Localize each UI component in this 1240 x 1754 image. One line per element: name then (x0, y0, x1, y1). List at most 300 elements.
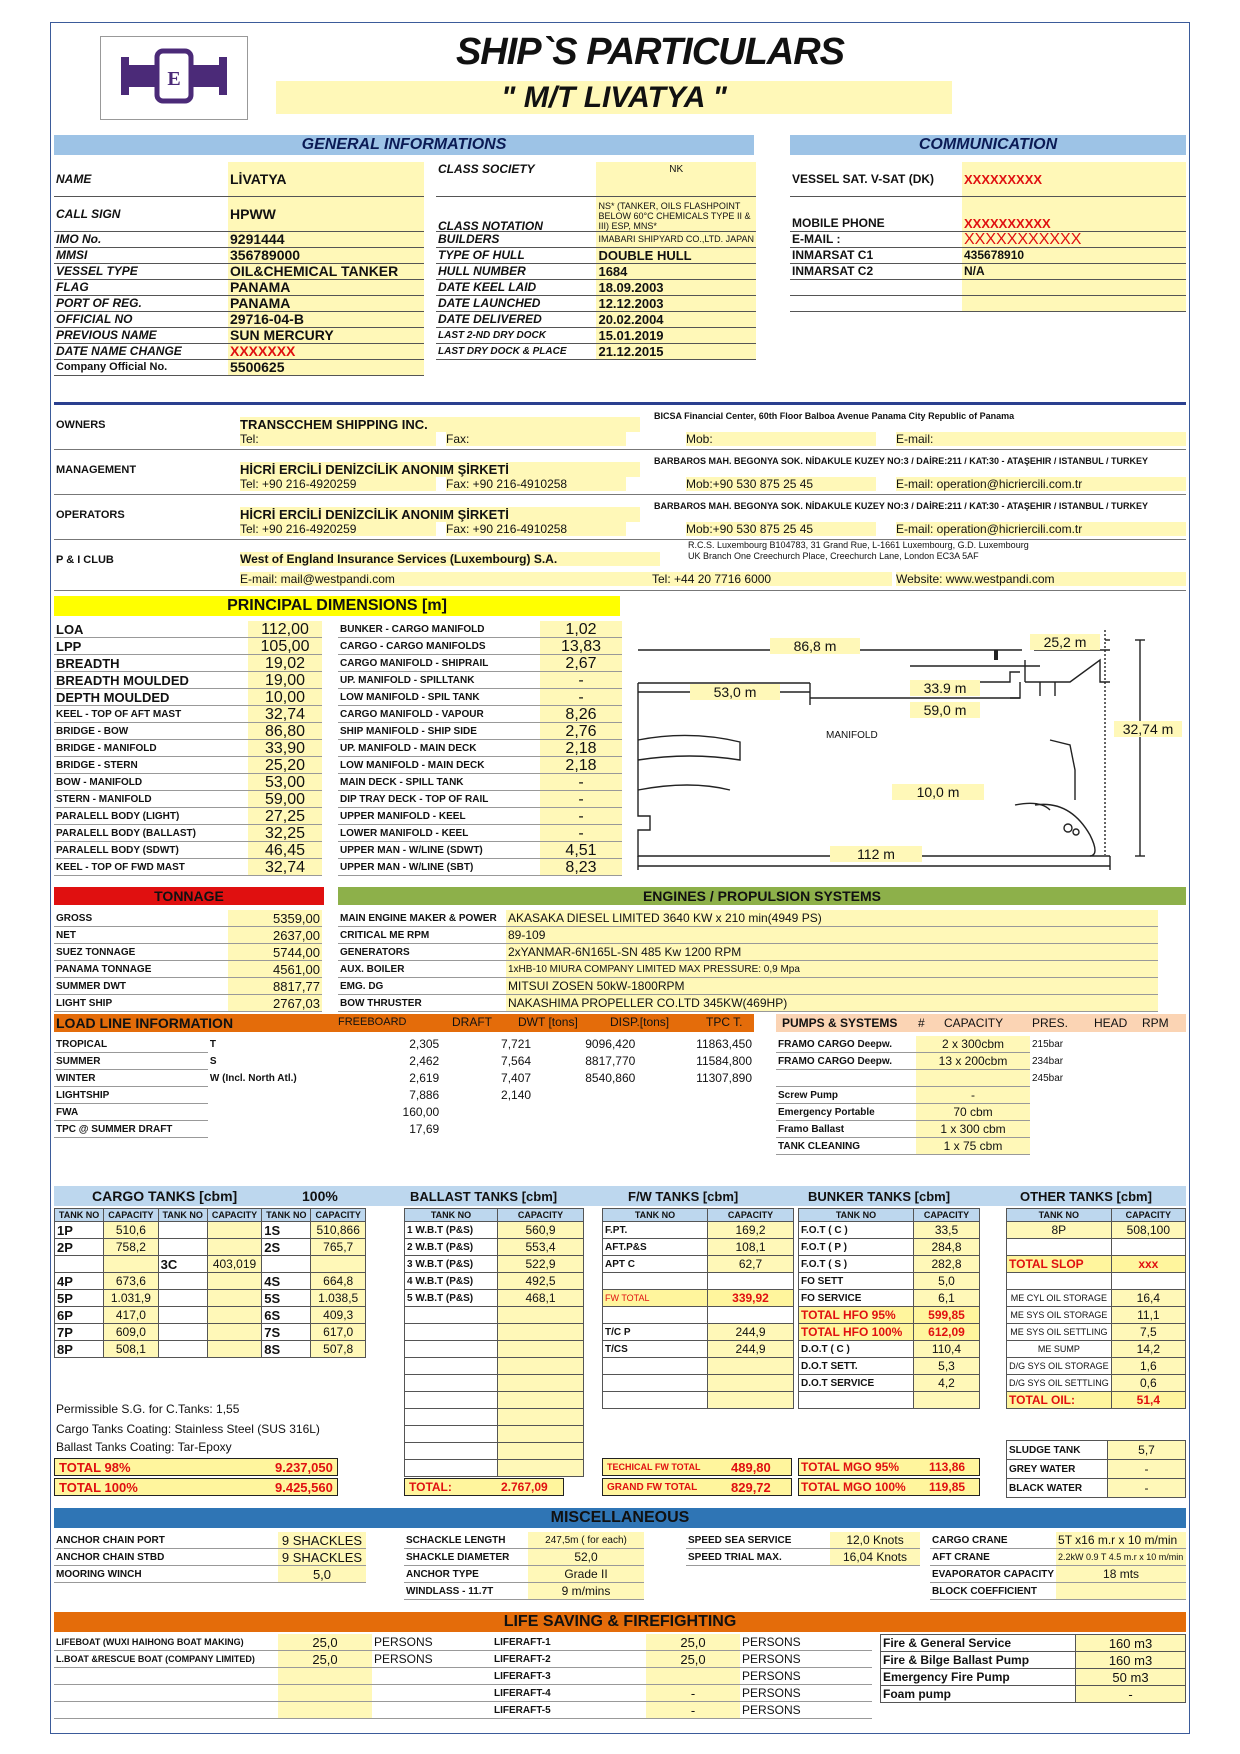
loadline-disp (637, 1104, 754, 1121)
tonnage-row (54, 927, 322, 944)
tank-no (158, 1341, 207, 1358)
misc-value: 18 mts (1056, 1566, 1186, 1583)
misc-row (54, 1532, 366, 1549)
boat-capacity: 25,0 (278, 1651, 372, 1668)
page-title: SHIP`S PARTICULARS (455, 31, 845, 73)
dimension-row (54, 740, 322, 757)
dimension-label: UP. MANIFOLD - SPILLTANK (338, 672, 540, 689)
dimension-label: BRIDGE - BOW (54, 723, 248, 740)
dimension-row (338, 621, 622, 638)
cargo-tank-row (55, 1307, 366, 1324)
pump-capacity: 70 cbm (916, 1104, 1030, 1121)
tank-no: ME CYL OIL STORAGE (1007, 1290, 1112, 1307)
tank-no: 6P (55, 1307, 104, 1324)
field-label: OFFICIAL NO (54, 312, 228, 328)
bunker-tank-row (799, 1273, 980, 1290)
cargo-tank-row (55, 1273, 366, 1290)
engine-value: 2xYANMAR-6N165L-SN 485 Kw 1200 RPM (506, 944, 1158, 961)
ballast-empty-row (405, 1426, 584, 1443)
tank-no: 4S (262, 1273, 311, 1290)
empty-cell (962, 280, 1186, 296)
engines-table (338, 910, 1158, 1012)
pandi-name: West of England Insurance Services (Luxembourg) S.A. (240, 552, 660, 566)
empty-cell (790, 296, 962, 312)
misc-label: MOORING WINCH (54, 1566, 278, 1583)
dimension-row (54, 689, 322, 706)
loadline-freeboard: 160,00 (402, 1104, 440, 1119)
loadline-mark (208, 1087, 349, 1104)
ballast-empty-row (405, 1307, 584, 1324)
dim-label-bow-manifold: 53,0 m (690, 684, 780, 700)
other-misc-row (1007, 1479, 1186, 1498)
field-value: OIL&CHEMICAL TANKER (228, 264, 424, 280)
empty-cell (708, 1307, 794, 1324)
loadline-col-draft: DRAFT (452, 1015, 492, 1029)
tank-capacity: 673,6 (104, 1273, 159, 1290)
class-row (436, 280, 756, 296)
pump-capacity: 160 m3 (1076, 1652, 1186, 1669)
misc-row (54, 1566, 366, 1583)
hfo-100-label: TOTAL HFO 100% (799, 1324, 914, 1341)
misc-value (1056, 1583, 1186, 1600)
party-tel: Tel: (240, 432, 436, 446)
misc-value: 247,5m ( for each) (528, 1532, 644, 1549)
column-header: TANK NO (55, 1209, 104, 1222)
loadline-condition: TPC @ SUMMER DRAFT (54, 1121, 208, 1138)
empty-cell (1111, 1239, 1185, 1256)
loadline-condition: WINTER (54, 1070, 208, 1087)
dimension-value: 59,00 (248, 791, 322, 808)
party-block (54, 405, 1186, 450)
field-value: 356789000 (228, 248, 424, 264)
raft-capacity: 25,0 (646, 1634, 740, 1651)
general-row (54, 197, 424, 232)
dimensions-right-table (338, 621, 622, 876)
cargo-note-sg: Permissible S.G. for C.Tanks: 1,55 (56, 1402, 240, 1416)
dimension-value: 53,00 (248, 774, 322, 791)
pump-capacity: 13 x 200cbm (916, 1053, 1030, 1070)
raft-capacity (646, 1668, 740, 1685)
misc-value: 52,0 (528, 1549, 644, 1566)
bunker-tank-row (799, 1375, 980, 1392)
tonnage-label: PANAMA TONNAGE (54, 961, 228, 978)
lifeboat-empty-row (54, 1685, 494, 1702)
fw-empty-row (603, 1392, 794, 1409)
empty-cell (405, 1375, 498, 1392)
empty-cell (603, 1307, 708, 1324)
empty-cell (278, 1668, 372, 1685)
pump-name: Fire & General Service (881, 1635, 1076, 1652)
ballast-empty-row (405, 1460, 584, 1477)
tank-no: 8P (55, 1341, 104, 1358)
fw-technical-total (602, 1458, 792, 1476)
ballast-tank-row (405, 1222, 584, 1239)
mgo-total-100-label: TOTAL MGO 100% (801, 1480, 906, 1494)
field-label: BUILDERS (436, 232, 596, 248)
pumps-col-rpm: RPM (1142, 1016, 1169, 1030)
loadline-row (54, 1053, 754, 1070)
engine-label: CRITICAL ME RPM (338, 927, 506, 944)
dimension-label: STERN - MANIFOLD (54, 791, 248, 808)
tank-capacity: 33,5 (914, 1222, 980, 1239)
dimension-label: PARALELL BODY (LIGHT) (54, 808, 248, 825)
field-value: 21.12.2015 (596, 344, 756, 360)
bunker-tank-row (799, 1341, 980, 1358)
empty-cell (603, 1375, 708, 1392)
party-name: TRANSCCHEM SHIPPING INC. (240, 417, 640, 432)
tank-capacity: 417,0 (104, 1307, 159, 1324)
oil-tank-row (1007, 1307, 1186, 1324)
class-row (436, 328, 756, 344)
empty-cell (54, 1685, 278, 1702)
pump-name: Fire & Bilge Ballast Pump (881, 1652, 1076, 1669)
loadline-disp (637, 1087, 754, 1104)
dimension-value: 4,51 (540, 842, 622, 859)
vessel-name-banner: " M/T LIVATYA " (276, 81, 952, 114)
bunker-tank-row (799, 1290, 980, 1307)
field-value: 29716-04-B (228, 312, 424, 328)
communication-header: COMMUNICATION (790, 135, 1186, 155)
boat-capacity: 25,0 (278, 1634, 372, 1651)
dimension-row (54, 723, 322, 740)
loadline-dwt (533, 1087, 637, 1104)
party-email: E-mail: operation@hicriercili.com.tr (896, 522, 1186, 536)
field-label: IMO No. (54, 232, 228, 248)
pump-pressure (1030, 1138, 1186, 1155)
loadline-freeboard: 17,69 (409, 1121, 440, 1136)
cargo-total-100 (54, 1478, 338, 1496)
misc-value: 5T x16 m.r x 10 m/min (1056, 1532, 1186, 1549)
bunker-tank-row (799, 1222, 980, 1239)
ballast-empty-row (405, 1324, 584, 1341)
dimension-label: BUNKER - CARGO MANIFOLD (338, 621, 540, 638)
misc-row (686, 1532, 920, 1549)
engine-label: BOW THRUSTER (338, 995, 506, 1012)
dim-label-bridge-stern: 25,2 m (1030, 634, 1100, 650)
svg-text:E: E (167, 68, 181, 90)
pump-row (776, 1121, 1186, 1138)
misc-row (404, 1566, 644, 1583)
pump-row (776, 1138, 1186, 1155)
misc-col-2 (404, 1532, 644, 1600)
engine-value: NAKASHIMA PROPELLER CO.LTD 345KW(469HP) (506, 995, 1158, 1012)
misc-value: 9 SHACKLES (278, 1549, 366, 1566)
tank-capacity (207, 1307, 262, 1324)
tank-no (158, 1222, 207, 1239)
tonnage-label: LIGHT SHIP (54, 995, 228, 1012)
tank-capacity: 403,019 (207, 1256, 262, 1273)
pump-pressure: 245bar (1032, 1072, 1064, 1084)
empty-cell (1007, 1239, 1112, 1256)
tank-no: 4 W.B.T (P&S) (405, 1273, 498, 1290)
hfo-95-label: TOTAL HFO 95% (799, 1307, 914, 1324)
loadline-mark (208, 1121, 349, 1138)
fw-empty-row (603, 1375, 794, 1392)
field-value: PANAMA (228, 280, 424, 296)
oil-tank-row (1007, 1358, 1186, 1375)
dimension-value: 32,25 (248, 825, 322, 842)
dimension-label: BREADTH (54, 655, 248, 672)
dimension-value: 86,80 (248, 723, 322, 740)
dimension-label: LPP (54, 638, 248, 655)
tank-no: 4P (55, 1273, 104, 1290)
tank-capacity: 5,3 (914, 1358, 980, 1375)
field-label: MOBILE PHONE (790, 197, 962, 232)
dimension-value: 19,00 (248, 672, 322, 689)
loadline-disp: 11307,890 (696, 1070, 752, 1085)
dimension-value: - (540, 791, 622, 808)
pump-name: FRAMO CARGO Deepw. (776, 1053, 916, 1070)
tank-no (262, 1256, 311, 1273)
other-misc-table (1006, 1440, 1186, 1498)
lifesaving-header: LIFE SAVING & FIREFIGHTING (54, 1612, 1186, 1632)
tonnage-row (54, 944, 322, 961)
bunker-header-row (799, 1209, 980, 1222)
other-empty-row (1007, 1239, 1186, 1256)
field-label: Company Official No. (54, 360, 228, 376)
loadline-row (54, 1036, 754, 1053)
cargo-total-100-value: 9.425,560 (275, 1480, 333, 1495)
empty-cell (498, 1443, 584, 1460)
party-tel: Tel: +90 216-4920259 (240, 477, 436, 491)
dimension-row (54, 825, 322, 842)
empty-cell (799, 1392, 914, 1409)
empty-cell (498, 1460, 584, 1477)
loadline-draft (441, 1121, 533, 1138)
fire-pump-row (881, 1652, 1186, 1669)
tonnage-row (54, 978, 322, 995)
tank-no: F.PT. (603, 1222, 708, 1239)
fw-total-value: 339,92 (708, 1290, 794, 1307)
dimension-value: - (540, 774, 622, 791)
field-label: CLASS NOTATION (436, 197, 596, 232)
other-tanks-table (1006, 1208, 1186, 1409)
oil-tank-row (1007, 1341, 1186, 1358)
raft-unit: PERSONS (740, 1668, 872, 1685)
field-label: VESSEL SAT. V-SAT (DK) (790, 162, 962, 197)
dimension-row (54, 655, 322, 672)
pump-capacity: 1 x 300 cbm (916, 1121, 1030, 1138)
other-tanks-header: OTHER TANKS [cbm] (1020, 1189, 1152, 1204)
class-row (436, 248, 756, 264)
cargo-tanks-header: CARGO TANKS [cbm] (92, 1188, 238, 1204)
loadline-col-dwt: DWT [tons] (518, 1015, 578, 1029)
tank-no: F.O.T ( S ) (799, 1256, 914, 1273)
field-value: NK (596, 162, 756, 197)
liferaft-row (492, 1685, 872, 1702)
field-label: PREVIOUS NAME (54, 328, 228, 344)
pump-capacity (916, 1070, 1030, 1087)
misc-col-1 (54, 1532, 366, 1583)
class-row (436, 264, 756, 280)
field-label: E-MAIL : (790, 232, 962, 248)
field-value: XXXXXXX (228, 344, 424, 360)
tank-capacity: 758,2 (104, 1239, 159, 1256)
dimension-value: 32,74 (248, 859, 322, 876)
empty-cell (278, 1685, 372, 1702)
tank-capacity: 507,8 (311, 1341, 366, 1358)
fw-tank-row (603, 1256, 794, 1273)
empty-cell (1007, 1273, 1112, 1290)
dimension-label: UPPER MAN - W/LINE (SDWT) (338, 842, 540, 859)
tank-no: BLACK WATER (1007, 1479, 1108, 1498)
pandi-block (54, 540, 1186, 591)
general-row (54, 162, 424, 197)
tank-capacity (207, 1290, 262, 1307)
general-row (54, 344, 424, 360)
column-header: TANK NO (799, 1209, 914, 1222)
pandi-email: E-mail: mail@westpandi.com (240, 572, 660, 586)
engine-label: EMG. DG (338, 978, 506, 995)
empty-cell (405, 1341, 498, 1358)
ballast-total-label: TOTAL: (409, 1480, 452, 1494)
tank-capacity: 492,5 (498, 1273, 584, 1290)
oil-tank-row (1007, 1324, 1186, 1341)
lifeboat-row (54, 1634, 494, 1651)
raft-name: LIFERAFT-4 (492, 1685, 646, 1702)
dim-label-loa: 112 m (830, 846, 922, 862)
tank-capacity: 11,1 (1111, 1307, 1185, 1324)
fire-pump-row (881, 1635, 1186, 1652)
dimension-row (54, 638, 322, 655)
ballast-empty-row (405, 1375, 584, 1392)
column-header: CAPACITY (311, 1209, 366, 1222)
general-row (54, 312, 424, 328)
fw-grand-total (602, 1478, 792, 1496)
ballast-empty-row (405, 1392, 584, 1409)
field-value: 12.12.2003 (596, 296, 756, 312)
dimension-label: DIP TRAY DECK - TOP OF RAIL (338, 791, 540, 808)
field-value: 1684 (596, 264, 756, 280)
oil-total-row (1007, 1392, 1186, 1409)
empty-cell (498, 1409, 584, 1426)
tonnage-value: 4561,00 (228, 961, 322, 978)
tank-capacity: 617,0 (311, 1324, 366, 1341)
misc-value: Grade II (528, 1566, 644, 1583)
dimension-value: 112,00 (248, 621, 322, 638)
cargo-note-coating: Cargo Tanks Coating: Stainless Steel (SUS 316L) (56, 1422, 320, 1436)
tank-no: 3C (158, 1256, 207, 1273)
loadline-condition: TROPICAL (54, 1036, 208, 1053)
dimension-label: UPPER MAN - W/LINE (SBT) (338, 859, 540, 876)
empty-cell (278, 1702, 372, 1719)
general-info-table (54, 162, 424, 376)
raft-name: LIFERAFT-3 (492, 1668, 646, 1685)
dim-label-bridge-bow: 86,8 m (770, 638, 860, 654)
tank-no: 1 W.B.T (P&S) (405, 1222, 498, 1239)
misc-label: ANCHOR CHAIN STBD (54, 1549, 278, 1566)
pump-name (776, 1070, 916, 1087)
slop-total-label: TOTAL SLOP (1007, 1256, 1112, 1273)
general-row (54, 248, 424, 264)
dimension-value: 8,23 (540, 859, 622, 876)
party-fax: Fax: +90 216-4910258 (446, 522, 626, 536)
loadline-freeboard: 2,462 (409, 1053, 440, 1068)
empty-cell (372, 1685, 494, 1702)
fw-technical-total-value: 489,80 (731, 1460, 771, 1475)
general-row (54, 232, 424, 248)
class-info-table (436, 162, 756, 360)
field-value: N/A (962, 264, 1186, 280)
class-row (436, 197, 756, 232)
liferaft-row (492, 1668, 872, 1685)
dimension-value: 19,02 (248, 655, 322, 672)
tonnage-value: 2637,00 (228, 927, 322, 944)
pandi-tel: Tel: +44 20 7716 6000 (652, 572, 892, 586)
tank-no: 5P (55, 1290, 104, 1307)
fw-tank-row (603, 1324, 794, 1341)
field-label: FLAG (54, 280, 228, 296)
dimension-label: BREADTH MOULDED (54, 672, 248, 689)
fw-tanks-table (602, 1208, 794, 1409)
party-mob: Mob: (686, 432, 876, 446)
tank-capacity: 244,9 (708, 1341, 794, 1358)
dimension-row (54, 621, 322, 638)
pump-name: Emergency Fire Pump (881, 1669, 1076, 1686)
dimension-row (338, 842, 622, 859)
dimension-row (338, 672, 622, 689)
pump-capacity: 2 x 300cbm (916, 1036, 1030, 1053)
other-tank-row (1007, 1222, 1186, 1239)
lifeboats-table (54, 1634, 494, 1719)
dimension-value: 25,20 (248, 757, 322, 774)
dimension-row (54, 706, 322, 723)
empty-cell (708, 1358, 794, 1375)
empty-cell (1111, 1273, 1185, 1290)
cargo-tank-row (55, 1256, 366, 1273)
bunker-tanks-table (798, 1208, 980, 1409)
empty-cell (790, 280, 962, 296)
bunker-tanks-header: BUNKER TANKS [cbm] (808, 1189, 951, 1204)
empty-cell (405, 1426, 498, 1443)
field-label: DATE KEEL LAID (436, 280, 596, 296)
bunker-tank-row (799, 1256, 980, 1273)
tank-no: D.O.T SERVICE (799, 1375, 914, 1392)
dimension-label: KEEL - TOP OF AFT MAST (54, 706, 248, 723)
dimension-value: 46,45 (248, 842, 322, 859)
dim-label-mast-height: 32,74 m (1114, 721, 1182, 737)
class-row (436, 312, 756, 328)
empty-cell (372, 1702, 494, 1719)
pump-name: Screw Pump (776, 1087, 916, 1104)
dimension-row (338, 706, 622, 723)
tonnage-value: 5744,00 (228, 944, 322, 961)
dimension-value: 13,83 (540, 638, 622, 655)
dimension-label: LOA (54, 621, 248, 638)
fire-pumps-table (880, 1634, 1186, 1703)
party-address: BARBAROS MAH. BEGONYA SOK. NİDAKULE KUZEY NO:3 / DAİRE:211 / KAT:30 - ATAŞEHIR / ISTANBUL / TURKEY (654, 501, 1149, 511)
dimension-label: DEPTH MOULDED (54, 689, 248, 706)
tank-no: F.O.T ( P ) (799, 1239, 914, 1256)
lifeboat-empty-row (54, 1668, 494, 1685)
misc-col-4 (930, 1532, 1186, 1600)
field-value: 20.02.2004 (596, 312, 756, 328)
ballast-tank-row (405, 1273, 584, 1290)
loadline-col-tpc: TPC T. (706, 1015, 743, 1029)
tank-no: 3 W.B.T (P&S) (405, 1256, 498, 1273)
misc-row (404, 1532, 644, 1549)
tank-no: FO SETT (799, 1273, 914, 1290)
empty-cell (405, 1324, 498, 1341)
loadline-mark: T (209, 1038, 216, 1050)
field-label: VESSEL TYPE (54, 264, 228, 280)
loadline-freeboard: 7,886 (409, 1087, 440, 1102)
loadline-draft: 7,564 (501, 1053, 532, 1068)
loadline-mark: S (209, 1055, 217, 1067)
column-header: TANK NO (1007, 1209, 1112, 1222)
hfo-total-row (799, 1324, 980, 1341)
pandi-address-1: R.C.S. Luxembourg B104783, 31 Grand Rue, L-1661 Luxembourg, G.D. Luxembourg (688, 540, 1029, 550)
